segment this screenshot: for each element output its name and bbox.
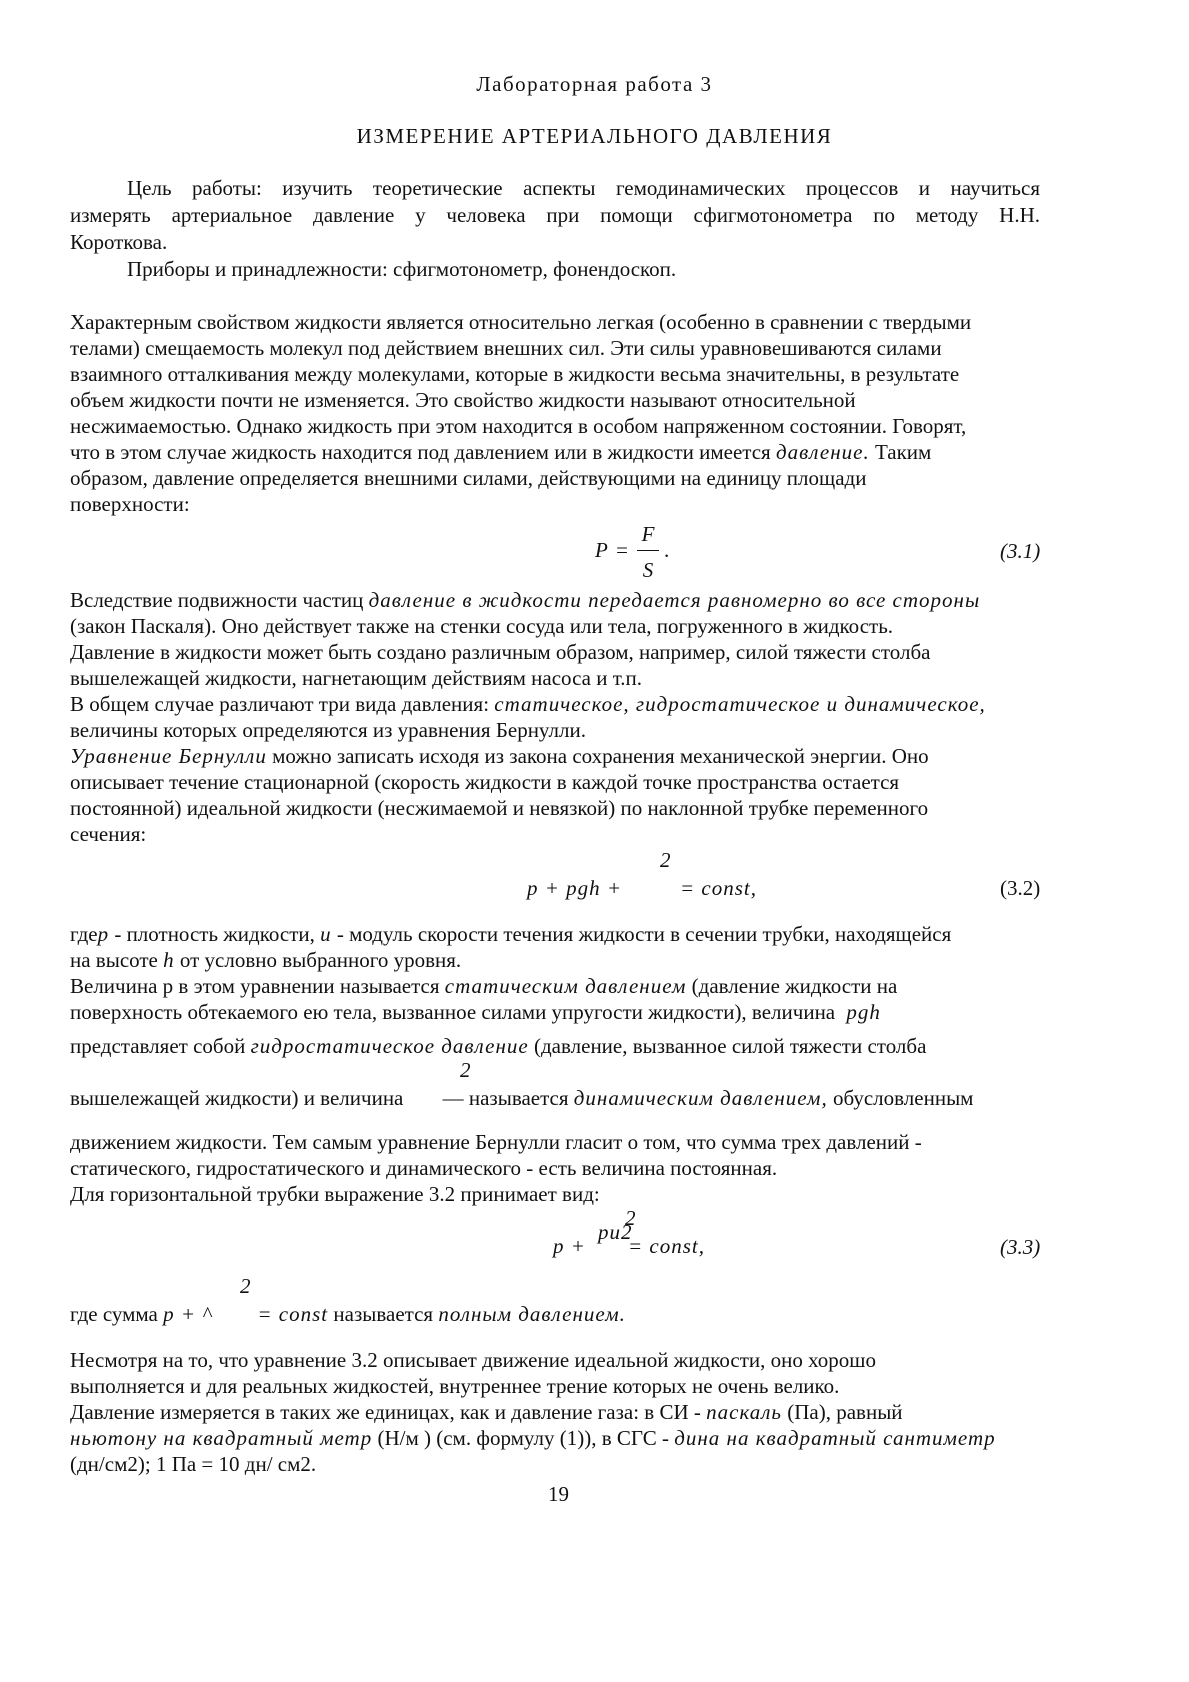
- eq31-dot: .: [664, 538, 670, 562]
- dynamic-pressure-term: динамическим давлением,: [573, 1086, 828, 1110]
- para3-level-text: от условно выбранного уровня.: [179, 948, 462, 972]
- total-pressure-term: полным давлением.: [438, 1302, 626, 1326]
- para1-line-3: взаимного отталкивания между молекулами, которые в жидкости весьма значительны, в результате: [70, 362, 960, 386]
- para3-line-5: [70, 1032, 926, 1060]
- main-title: ИЗМЕРЕНИЕ АРТЕРИАЛЬНОГО ДАВЛЕНИЯ: [356, 124, 833, 148]
- para5-line-5: (дн/см2); 1 Па = 10 дн/ см2.: [70, 1452, 317, 1476]
- para1-line-6-text: что в этом случае жидкость находится под давлением или в жидкости имеется: [70, 440, 771, 464]
- para3-line-9: Для горизонтальной трубки выражение 3.2 принимает вид:: [70, 1182, 600, 1206]
- para2-line-6: величины которых определяются из уравнения Бернулли.: [70, 718, 586, 742]
- eq31-lhs: P =: [595, 538, 630, 562]
- hydrostatic-pressure-term: гидростатическое давление: [250, 1034, 529, 1058]
- para1-line-7: образом, давление определяется внешними силами, действующими на единицу площади: [70, 466, 867, 490]
- para2-line-7: [70, 742, 929, 770]
- eq33-mid: pu2: [598, 1220, 633, 1244]
- para3-line-2: [70, 946, 461, 974]
- para1-line-4: объем жидкости почти не изменяется. Это свойство жидкости называют относительной: [70, 388, 856, 412]
- para1-line-6: [70, 438, 931, 466]
- para3-density-text: - плотность жидкости,: [114, 922, 315, 946]
- total-pressure-line: [70, 1300, 626, 1328]
- para2-line-10: сечения:: [70, 822, 147, 846]
- para3-line-7: движением жидкости. Тем самым уравнение Бернулли гласит о том, что сумма трех давлений -: [70, 1130, 922, 1154]
- para5-line-4-text: (Н/м ) (см. формулу (1)), в СГС -: [377, 1426, 669, 1450]
- para3-line-1: [70, 920, 951, 948]
- symbol-h: h: [163, 948, 175, 972]
- para2-line-8: описывает течение стационарной (скорость жидкости в каждой точке пространства остается: [70, 770, 900, 794]
- para3-line-6-called: — называется: [442, 1086, 569, 1110]
- eq33-number: (3.3): [1000, 1235, 1041, 1259]
- bernoulli-term: Уравнение Бернулли: [70, 744, 267, 768]
- para1-line-5: несжимаемостью. Однако жидкость при этом находится в особом напряженном состоянии. Говорят,: [70, 414, 967, 438]
- eq31-number: (3.1): [1000, 539, 1041, 563]
- dyne-term: дина на квадратный сантиметр: [674, 1426, 996, 1450]
- para2-line-9: постоянной) идеальной жидкости (несжимаемой и невязкой) по наклонной трубке переменного: [70, 796, 929, 820]
- para3-line-5-end: (давление, вызванное силой тяжести столба: [534, 1034, 927, 1058]
- eq32-superscript: 2: [660, 848, 672, 872]
- para3-line-3-end: (давление жидкости на: [691, 974, 898, 998]
- para1-line-1: Характерным свойством жидкости является относительно легкая (особенно в сравнении с твердыми: [70, 310, 972, 334]
- para5-line-3: [70, 1398, 903, 1426]
- para3-line-8: статического, гидростатического и динамического - есть величина постоянная.: [70, 1156, 778, 1180]
- eq32-rhs: = const,: [680, 876, 757, 900]
- para4-const: = const: [257, 1302, 329, 1326]
- para2-line-5-text: В общем случае различают три вида давления:: [70, 692, 490, 716]
- static-pressure-term: статическим давлением: [444, 974, 687, 998]
- eq33-superscript: 2: [625, 1206, 637, 1230]
- para3-superscript: 2: [460, 1058, 472, 1082]
- para3-height-text: на высоте: [70, 948, 158, 972]
- para4-symbol: p + ^: [163, 1302, 213, 1326]
- para1-line-2: телами) смещаемость молекул под действием внешних сил. Эти силы уравновешиваются силами: [70, 336, 942, 360]
- eq31-numerator: F: [641, 522, 655, 546]
- para3-line-4: [70, 998, 881, 1026]
- goal-line-2: измерять артериальное давление у человека при помощи сфигмотонометра по методу Н.Н.: [70, 203, 1040, 227]
- eq32-number: (3.2): [1000, 876, 1041, 900]
- eq32-lhs: p + pgh +: [527, 876, 623, 900]
- para3-line-3-text: Величина р в этом уравнении называется: [70, 974, 440, 998]
- para1-line-8: поверхности:: [70, 492, 190, 516]
- pressure-types-term: статическое, гидростатическое и динамическое,: [494, 692, 986, 716]
- para3-line-6-text: вышележащей жидкости) и величина: [70, 1086, 404, 1110]
- symbol-u: u: [320, 922, 332, 946]
- newton-term: ньютону на квадратный метр: [70, 1426, 373, 1450]
- para4-superscript: 2: [240, 1274, 252, 1298]
- equipment-line: Приборы и принадлежности: сфигмотонометр, фонендоскоп.: [127, 257, 677, 281]
- eq33-rhs: = const,: [628, 1234, 705, 1258]
- para2-line-7-text: можно записать исходя из закона сохранения механической энергии. Оно: [272, 744, 929, 768]
- para1-line-6-end: Таким: [874, 440, 932, 464]
- pascal-law-term: давление в жидкости передается равномерно во все стороны: [368, 588, 981, 612]
- para2-line-1: [70, 586, 980, 614]
- para4-called: называется: [333, 1302, 434, 1326]
- para3-line-6-end: обусловленным: [832, 1086, 974, 1110]
- lab-title: Лабораторная работа 3: [476, 72, 713, 96]
- symbol-p: p: [97, 922, 110, 946]
- para3-line-6: [70, 1084, 973, 1112]
- para3-line-5-text: представляет собой: [70, 1034, 246, 1058]
- para2-line-4: вышележащей жидкости, нагнетающим действиям насоса и т.п.: [70, 666, 643, 690]
- para2-line-2: (закон Паскаля). Оно действует также на стенки сосуда или тела, погруженного в жидкость.: [70, 614, 894, 638]
- eq31-denominator: S: [642, 558, 654, 582]
- para4-text: где сумма: [70, 1302, 158, 1326]
- para5-line-4: [70, 1424, 996, 1452]
- symbol-pgh: pgh: [846, 1000, 881, 1024]
- para3-line-4-text: поверхность обтекаемого ею тела, вызванное силами упругости жидкости), величина: [70, 1000, 836, 1024]
- pressure-term: давление.: [775, 440, 870, 464]
- para5-line-3-end: (Па), равный: [787, 1400, 903, 1424]
- goal-line-1: Цель работы: изучить теоретические аспекты гемодинамических процессов и научиться: [127, 176, 1040, 200]
- eq31-fraction-bar: [637, 550, 659, 551]
- para2-line-1-text: Вследствие подвижности частиц: [70, 588, 364, 612]
- para3-velocity-text: - модуль скорости течения жидкости в сечении трубки, находящейся: [336, 922, 952, 946]
- para2-line-3: Давление в жидкости может быть создано различным образом, например, силой тяжести столба: [70, 640, 931, 664]
- para5-line-2: выполняется и для реальных жидкостей, внутреннее трение которых не очень велико.: [70, 1374, 840, 1398]
- page-number: 19: [548, 1482, 569, 1506]
- para3-word-where: где: [70, 922, 98, 946]
- pascal-unit-term: паскаль: [706, 1400, 782, 1424]
- para5-line-3-text: Давление измеряется в таких же единицах, как и давление газа: в СИ -: [70, 1400, 701, 1424]
- para3-line-3: [70, 972, 897, 1000]
- goal-line-3: Короткова.: [70, 230, 168, 254]
- eq33-lhs: p +: [553, 1234, 586, 1258]
- para5-line-1: Несмотря на то, что уравнение 3.2 описывает движение идеальной жидкости, оно хорошо: [70, 1348, 876, 1372]
- para2-line-5: [70, 690, 986, 718]
